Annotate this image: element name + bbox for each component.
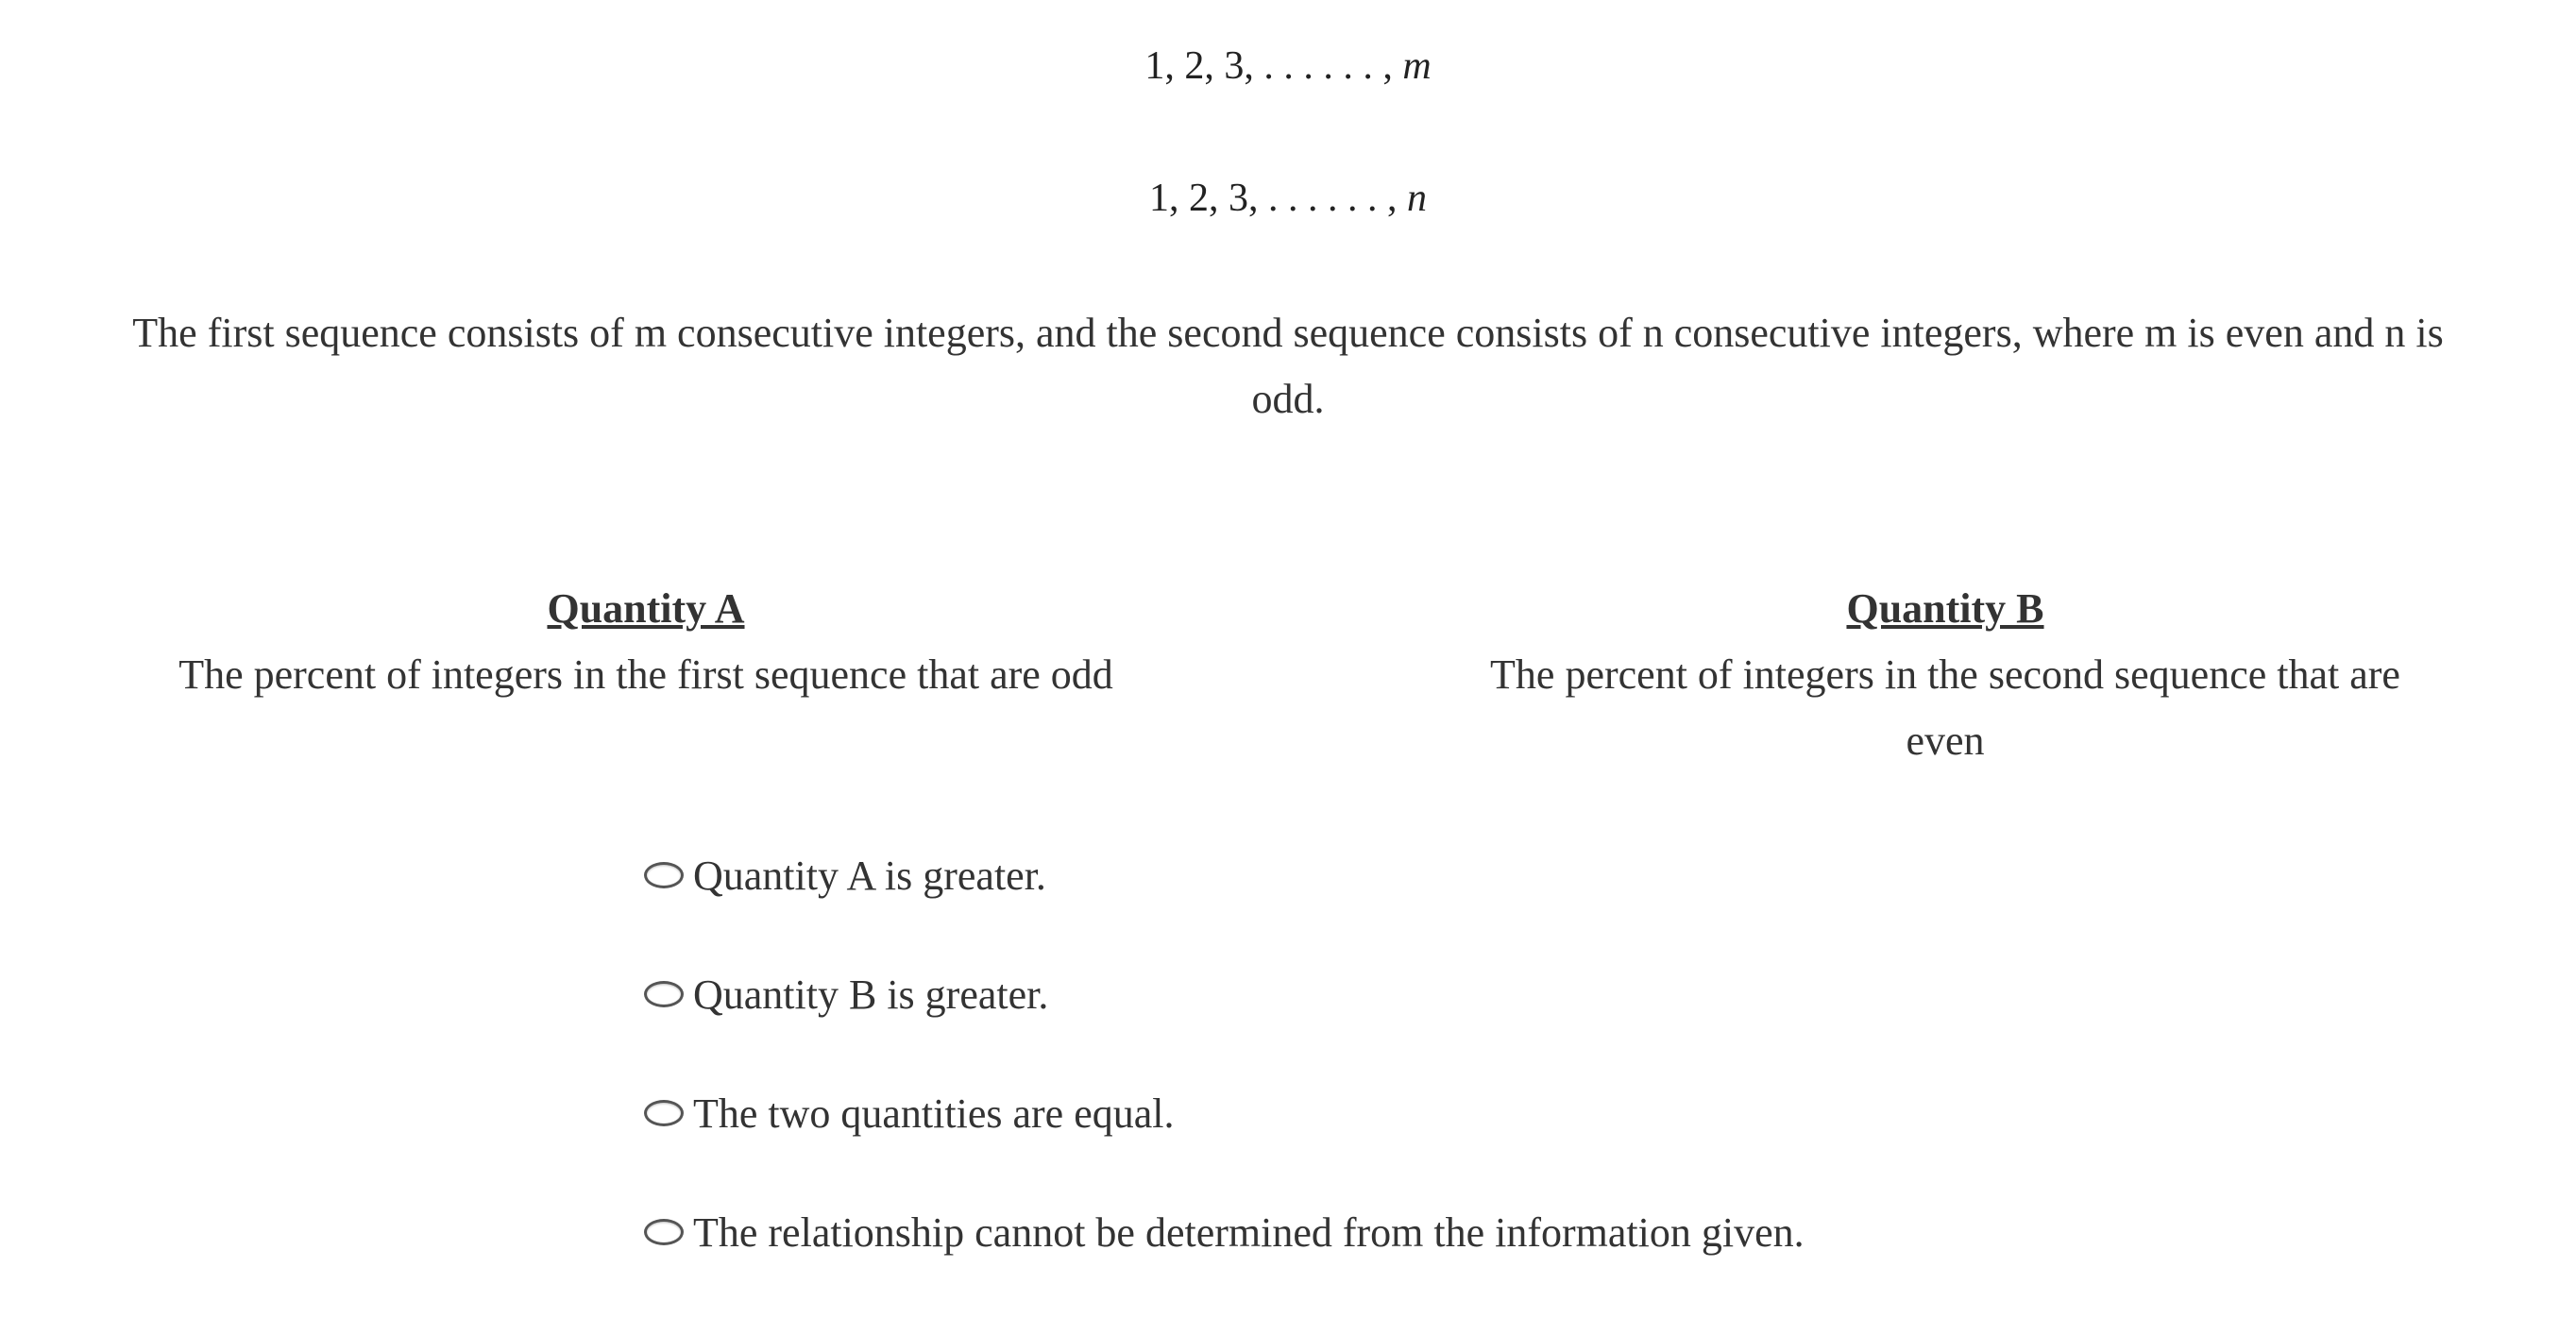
quantity-b-column (1473, 576, 2417, 774)
sequence-one (0, 38, 2576, 94)
choice-label: Quantity B is greater. (693, 971, 1049, 1018)
choice-quantity-a-greater[interactable] (644, 842, 1805, 908)
choice-quantity-b-greater[interactable] (644, 961, 1805, 1027)
choice-cannot-be-determined[interactable] (644, 1199, 1805, 1265)
quantity-b-heading: Quantity B (1846, 585, 2044, 632)
choice-label: Quantity A is greater. (693, 852, 1046, 899)
quantity-b-text: The percent of integers in the second sequence that are even (1490, 651, 2400, 764)
choice-label: The two quantities are equal. (693, 1090, 1175, 1137)
choice-label: The relationship cannot be determined from the information given. (693, 1208, 1805, 1256)
radio-button[interactable] (644, 1219, 684, 1245)
quantity-a-text: The percent of integers in the first sequence that are odd (178, 651, 1113, 698)
sequence-two (0, 170, 2576, 227)
quantity-a-column (174, 576, 1118, 708)
sequence-one-prefix: 1, 2, 3, . . . . . . , (1144, 44, 1403, 88)
quantity-a-heading: Quantity A (547, 585, 745, 632)
answer-choices (644, 842, 1805, 1318)
choice-quantities-equal[interactable] (644, 1080, 1805, 1146)
radio-button[interactable] (644, 981, 684, 1007)
sequence-two-last-term: n (1407, 177, 1427, 220)
radio-button[interactable] (644, 862, 684, 888)
question-stem: The first sequence consists of m consecutive integers, and the second sequence consists of n consecutive integers, where m is even and n is odd. (132, 310, 2444, 422)
radio-button[interactable] (644, 1100, 684, 1126)
sequence-one-last-term: m (1402, 44, 1432, 88)
sequence-two-prefix: 1, 2, 3, . . . . . . , (1149, 177, 1407, 220)
